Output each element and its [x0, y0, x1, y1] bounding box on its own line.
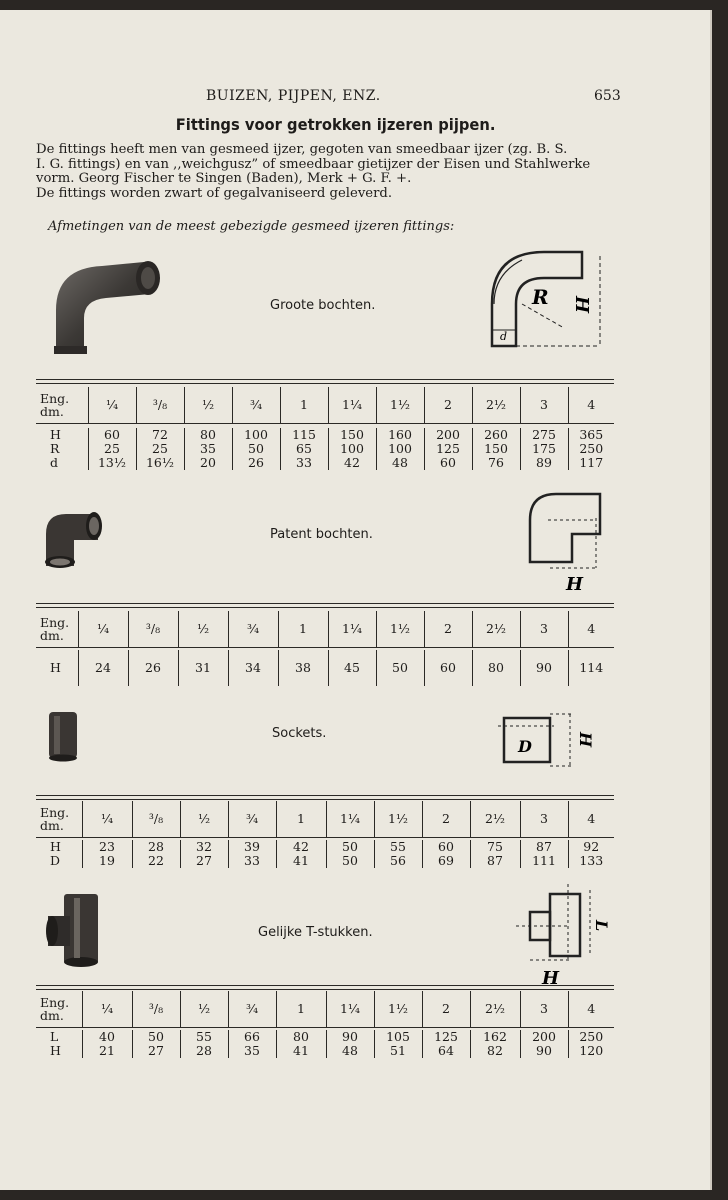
row-label: L [50, 1029, 59, 1044]
table-cell: 28 [180, 1044, 228, 1058]
table-cell: 90 [520, 1044, 568, 1058]
table-cell: 250 [568, 1030, 614, 1044]
header-cell: ¼ [82, 801, 132, 838]
table-cell: 87 [520, 840, 568, 854]
table-cell: 76 [472, 456, 520, 470]
table-cell: 28 [132, 840, 180, 854]
table-cell: 26 [232, 456, 280, 470]
header-cell: 2 [422, 801, 470, 838]
table-cell: 87 [470, 854, 520, 868]
table-cell: 114 [568, 650, 614, 686]
table-header-row [36, 801, 614, 838]
row-label: d [50, 455, 59, 470]
table-cell: 35 [184, 442, 232, 456]
header-cell: 1¼ [328, 387, 376, 424]
table-cell: 26 [128, 650, 178, 686]
header-cell: ¼ [78, 611, 128, 648]
table-cell: 41 [276, 854, 326, 868]
table-cell: 41 [276, 1044, 326, 1058]
tee-piece-diagram [508, 880, 618, 990]
table-cell: 32 [180, 840, 228, 854]
section-caption-patent-bends: Patent bochten. [270, 527, 373, 542]
section-caption-large-bends: Groote bochten. [270, 298, 376, 313]
intro-line: De fittings worden zwart of gegalvaniseerd geleverd. [36, 185, 393, 201]
table-cell: 39 [228, 840, 276, 854]
header-cell: 1½ [376, 611, 424, 648]
table-cell: 100 [232, 428, 280, 442]
table-cell: 21 [82, 1044, 132, 1058]
table-header-row [36, 387, 614, 424]
header-cell: 3 [520, 991, 568, 1028]
page-number: 653 [594, 88, 621, 104]
table-row [36, 1044, 614, 1058]
table-cell: 38 [278, 650, 328, 686]
table-cell: 100 [376, 442, 424, 456]
table-cell: 125 [424, 442, 472, 456]
header-cell: 1½ [374, 991, 422, 1028]
table-cell: 60 [88, 428, 136, 442]
header-cell: 2½ [472, 611, 520, 648]
table-cell: 25 [88, 442, 136, 456]
table-cell: 33 [280, 456, 328, 470]
diagram-label-h: H [542, 968, 560, 989]
table-cell: 31 [178, 650, 228, 686]
header-cell: ³/₈ [132, 801, 180, 838]
header-cell: 3 [520, 801, 568, 838]
intro-line: I. G. fittings) en van ,,weichgusz” of smeedbaar gietijzer der Eisen und Stahlwerke [36, 156, 591, 172]
header-cell: 1 [276, 991, 326, 1028]
table-cell: 19 [82, 854, 132, 868]
table-cell: 162 [470, 1030, 520, 1044]
table-cell: 365 [568, 428, 614, 442]
header-cell: 4 [568, 387, 614, 424]
table-cell: 55 [374, 840, 422, 854]
table-cell: 42 [276, 840, 326, 854]
header-cell: 2 [422, 991, 470, 1028]
patent-bend-diagram [526, 490, 606, 598]
table-cell: 90 [520, 650, 568, 686]
table-cell: 72 [136, 428, 184, 442]
table-cell: 20 [184, 456, 232, 470]
table-row [36, 456, 614, 470]
header-cell: 2 [424, 611, 472, 648]
table-cell: 111 [520, 854, 568, 868]
header-cell: ½ [180, 801, 228, 838]
diagram-label-h: H [566, 574, 584, 595]
table-cell: 60 [422, 840, 470, 854]
table-cell: 80 [276, 1030, 326, 1044]
header-cell: ³/₈ [132, 991, 180, 1028]
table-cell: 35 [228, 1044, 276, 1058]
table-cell: 33 [228, 854, 276, 868]
diagram-label-h: H [571, 296, 592, 314]
table-cell: 150 [472, 442, 520, 456]
header-cell: 1½ [374, 801, 422, 838]
table-cell: 48 [326, 1044, 374, 1058]
table-cell: 64 [422, 1044, 470, 1058]
table-cell: 92 [568, 840, 614, 854]
table-cell: 50 [232, 442, 280, 456]
table-cell: 50 [326, 854, 374, 868]
table-cell: 23 [82, 840, 132, 854]
table-cell: 48 [376, 456, 424, 470]
large-bend-diagram [482, 244, 612, 354]
header-cell: 4 [568, 991, 614, 1028]
patent-bend-photo [40, 508, 105, 570]
table-cell: 69 [422, 854, 470, 868]
header-cell: ¾ [228, 611, 278, 648]
table-cell: 75 [470, 840, 520, 854]
table-row [36, 840, 614, 854]
table-cell: 160 [376, 428, 424, 442]
table-cell: 40 [82, 1030, 132, 1044]
table-cell: 117 [568, 456, 614, 470]
header-cell: ¾ [228, 991, 276, 1028]
header-cell: 1¼ [326, 801, 374, 838]
socket-photo [46, 708, 80, 762]
header-cell: 3 [520, 387, 568, 424]
diagram-label-r: R [532, 285, 549, 309]
section-caption-sockets: Sockets. [272, 726, 327, 741]
large-bends-table [36, 387, 614, 470]
intro-line: vorm. Georg Fischer te Singen (Baden), Merk + G. F. +. [36, 171, 412, 186]
row-label: H [50, 660, 61, 675]
table-cell: 120 [568, 1044, 614, 1058]
table-cell: 50 [132, 1030, 180, 1044]
table-cell: 89 [520, 456, 568, 470]
table-header-row [36, 991, 614, 1028]
diagram-label-d: D [518, 737, 532, 756]
book-page [0, 10, 710, 1190]
header-cell: 1½ [376, 387, 424, 424]
table-cell: 150 [328, 428, 376, 442]
table-subtitle: Afmetingen van de meest gebezigde gesmeed ijzeren fittings: [48, 219, 455, 234]
table-cell: 50 [326, 840, 374, 854]
tee-piece-photo [44, 890, 116, 968]
table-cell: 25 [136, 442, 184, 456]
table-cell: 80 [472, 650, 520, 686]
table-cell: 60 [424, 650, 472, 686]
table-row [36, 1030, 614, 1044]
table-cell: 275 [520, 428, 568, 442]
header-cell: 3 [520, 611, 568, 648]
running-header: BUIZEN, PIJPEN, ENZ. [206, 88, 381, 104]
header-cell: 1¼ [326, 991, 374, 1028]
row-label: R [50, 441, 60, 456]
header-cell: 4 [568, 801, 614, 838]
table-cell: 175 [520, 442, 568, 456]
table-cell: 45 [328, 650, 376, 686]
table-cell: 13½ [88, 456, 136, 470]
table-cell: 115 [280, 428, 328, 442]
table-cell: 133 [568, 854, 614, 868]
table-cell: 66 [228, 1030, 276, 1044]
header-cell: 2½ [470, 801, 520, 838]
header-cell: 1¼ [328, 611, 376, 648]
table-header-row [36, 611, 614, 648]
table-cell: 200 [520, 1030, 568, 1044]
row-label: H [50, 1043, 61, 1058]
diagram-label-l: L [592, 920, 611, 932]
tee-pieces-table [36, 991, 614, 1058]
header-cell: ³/₈ [136, 387, 184, 424]
table-cell: 90 [326, 1030, 374, 1044]
diagram-label-h: H [576, 732, 595, 748]
socket-diagram [498, 704, 606, 774]
header-cell: ³/₈ [128, 611, 178, 648]
header-cell: 1 [278, 611, 328, 648]
table-cell: 80 [184, 428, 232, 442]
table-cell: 200 [424, 428, 472, 442]
large-bend-photo [42, 248, 167, 358]
row-label: D [50, 853, 61, 868]
table-cell: 24 [78, 650, 128, 686]
header-cell: ½ [178, 611, 228, 648]
header-cell: 1 [276, 801, 326, 838]
table-cell: 22 [132, 854, 180, 868]
header-cell: ¾ [228, 801, 276, 838]
table-row [36, 428, 614, 442]
table-row [36, 854, 614, 868]
header-cell: Eng. dm. [40, 995, 70, 1023]
table-cell: 50 [376, 650, 424, 686]
table-cell: 55 [180, 1030, 228, 1044]
header-cell: ¼ [82, 991, 132, 1028]
row-label: H [50, 839, 61, 854]
header-cell: 2½ [472, 387, 520, 424]
table-cell: 16½ [136, 456, 184, 470]
page-title: Fittings voor getrokken ijzeren pijpen. [175, 115, 496, 134]
patent-bends-table [36, 611, 614, 686]
intro-paragraph [36, 143, 628, 201]
header-cell: ½ [180, 991, 228, 1028]
table-cell: 56 [374, 854, 422, 868]
header-cell: 2½ [470, 991, 520, 1028]
header-cell: ¼ [88, 387, 136, 424]
table-cell: 34 [228, 650, 278, 686]
table-cell: 82 [470, 1044, 520, 1058]
header-cell: ¾ [232, 387, 280, 424]
row-label: H [50, 427, 61, 442]
table-cell: 260 [472, 428, 520, 442]
table-cell: 125 [422, 1030, 470, 1044]
table-cell: 100 [328, 442, 376, 456]
header-cell: 1 [280, 387, 328, 424]
header-cell: 2 [424, 387, 472, 424]
table-row [36, 650, 614, 686]
section-caption-tee-pieces: Gelijke T-stukken. [258, 925, 373, 940]
table-cell: 105 [374, 1030, 422, 1044]
table-row [36, 442, 614, 456]
table-cell: 65 [280, 442, 328, 456]
header-cell: ½ [184, 387, 232, 424]
diagram-label-d: d [500, 330, 508, 343]
intro-line: De fittings heeft men van gesmeed ijzer, gegoten van smeedbaar ijzer (zg. B. S. [36, 142, 568, 157]
header-cell: Eng. dm. [40, 615, 70, 643]
table-cell: 60 [424, 456, 472, 470]
table-cell: 250 [568, 442, 614, 456]
sockets-table [36, 801, 614, 868]
table-cell: 27 [132, 1044, 180, 1058]
table-cell: 27 [180, 854, 228, 868]
header-cell: 4 [568, 611, 614, 648]
table-cell: 51 [374, 1044, 422, 1058]
header-cell: Eng. dm. [40, 805, 70, 833]
table-cell: 42 [328, 456, 376, 470]
header-cell: Eng. dm. [40, 391, 70, 419]
